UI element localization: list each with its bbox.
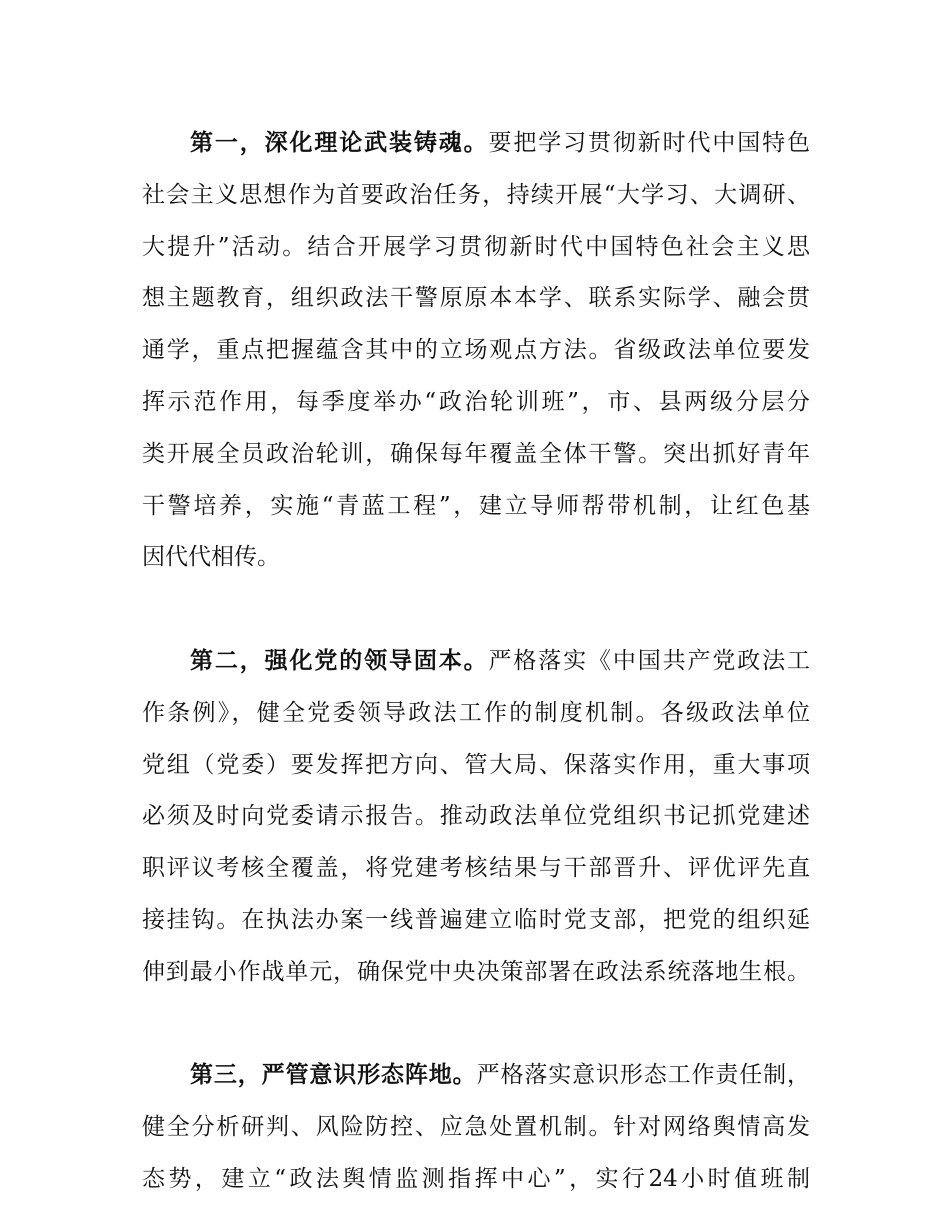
paragraph-line: 大提升”活动。结合开展学习贯彻新时代中国特色社会主义思 <box>142 233 810 260</box>
paragraph-line <box>142 1059 810 1111</box>
paragraph-line: 挥示范作用，每季度举办“政治轮训班”，市、县两级分层分 <box>142 388 810 415</box>
paragraph-line: 干警培养，实施“青蓝工程”，建立导师帮带机制，让红色基 <box>142 492 810 519</box>
paragraph-line: 通学，重点把握蕴含其中的立场观点方法。省级政法单位要发 <box>142 337 810 364</box>
paragraph-line <box>142 127 810 179</box>
paragraph-2 <box>142 645 810 1008</box>
paragraph-line: 因代代相传。 <box>142 544 280 571</box>
paragraph-line: 党组（党委）要发挥把方向、管大局、保落实作用，重大事项 <box>142 751 810 778</box>
paragraph-line: 作条例》，健全党委领导政法工作的制度机制。各级政法单位 <box>142 699 810 726</box>
paragraph-line <box>142 645 810 697</box>
paragraph-1 <box>142 127 810 593</box>
paragraph-3 <box>142 1059 810 1214</box>
paragraph-line: 健全分析研判、风险防控、应急处置机制。针对网络舆情高发 <box>142 1114 810 1141</box>
paragraph-line: 职评议考核全覆盖，将党建考核结果与干部晋升、评优评先直 <box>142 855 810 882</box>
paragraph-line: 必须及时向党委请示报告。推动政法单位党组织书记抓党建述 <box>142 803 810 830</box>
paragraph-line: 类开展全员政治轮训，确保每年覆盖全体干警。突出抓好青年 <box>142 440 810 467</box>
paragraph-heading: 第二，强化党的领导固本。 <box>190 647 489 674</box>
line-text: 严格落实意识形态工作责任制， <box>476 1062 811 1089</box>
paragraph-line: 伸到最小作战单元，确保党中央决策部署在政法系统落地生根。 <box>142 958 810 985</box>
paragraph-gap <box>142 1008 810 1060</box>
paragraph-gap <box>142 593 810 645</box>
document-page <box>142 127 810 1215</box>
line-text: 要把学习贯彻新时代中国特色 <box>488 130 810 156</box>
paragraph-heading: 第三，严管意识形态阵地。 <box>190 1062 477 1089</box>
paragraph-line: 社会主义思想作为首要政治任务，持续开展“大学习、大调研、 <box>142 181 810 208</box>
paragraph-line: 态势，建立“政法舆情监测指挥中心”，实行24小时值班制 <box>142 1165 810 1192</box>
paragraph-line: 接挂钩。在执法办案一线普遍建立临时党支部，把党的组织延 <box>142 906 810 933</box>
line-text: 严格落实《中国共产党政法工 <box>488 647 810 674</box>
paragraph-heading: 第一，深化理论武装铸魂。 <box>190 130 489 156</box>
paragraph-line: 想主题教育，组织政法干警原原本本学、联系实际学、融会贯 <box>142 285 810 312</box>
